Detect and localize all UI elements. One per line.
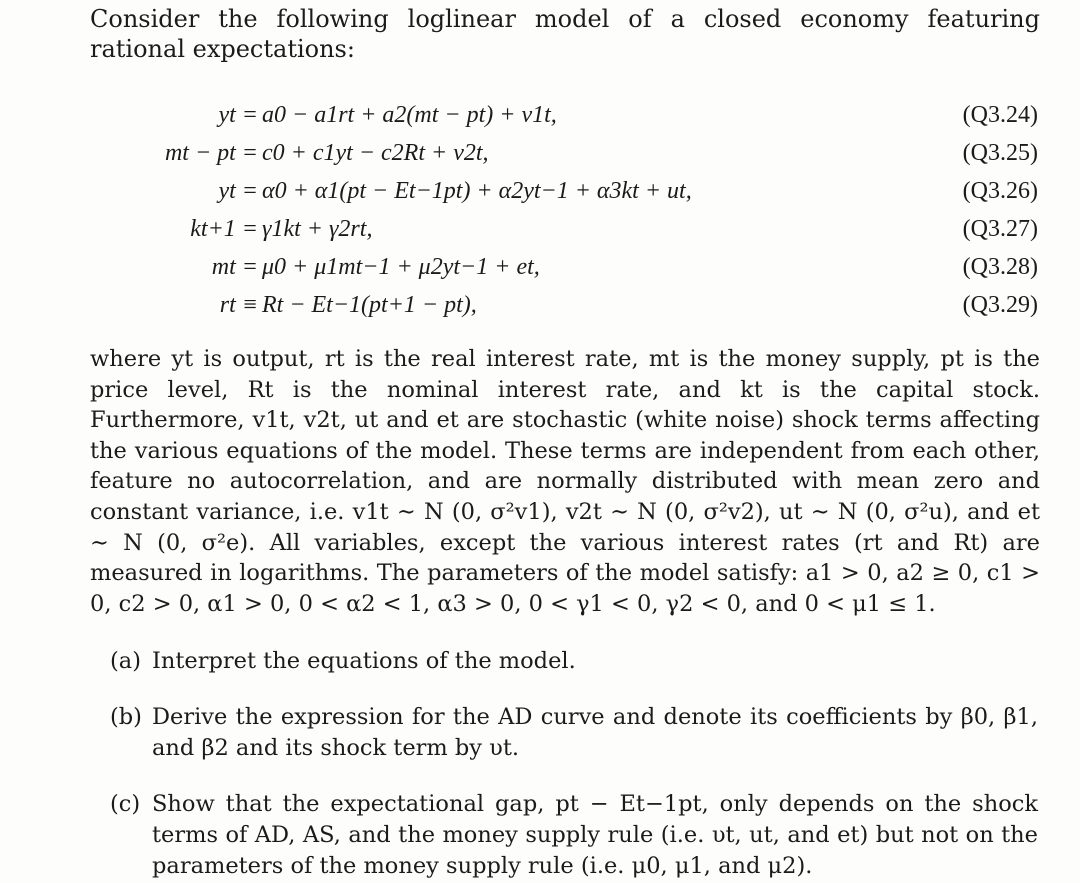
equation-row: [0, 134, 1080, 172]
equation-lhs: kt+1 =: [190, 216, 258, 242]
question-c: [110, 789, 1070, 882]
equation-rhs: a0 − a1rt + a2(mt − pt) + v1t,: [262, 102, 557, 128]
question-label: (b): [110, 704, 142, 730]
equation-lhs: mt − pt =: [164, 140, 258, 166]
equation-rhs: c0 + c1yt − c2Rt + v2t,: [262, 140, 489, 166]
question-a: [110, 646, 1070, 677]
intro-text: Consider the following loglinear model of a closed economy featuring rational expectations:: [90, 5, 1040, 63]
question-text: Derive the expression for the AD curve and denote its coefficients by β0, β1, and β2 and its shock term by υt.: [152, 704, 1038, 761]
question-b: [110, 702, 1070, 764]
equation-number: (Q3.26): [962, 178, 1038, 204]
equation-rhs: γ1kt + γ2rt,: [262, 216, 373, 242]
equation-number: (Q3.27): [962, 216, 1038, 242]
equation-rhs: μ0 + μ1mt−1 + μ2yt−1 + et,: [262, 254, 540, 280]
equation-rhs: Rt − Et−1(pt+1 − pt),: [262, 292, 477, 318]
equation-lhs: yt =: [218, 178, 258, 204]
equation-number: (Q3.25): [962, 140, 1038, 166]
equation-rhs: α0 + α1(pt − Et−1pt) + α2yt−1 + α3kt + ut,: [262, 178, 692, 204]
definitions-paragraph: where yt is output, rt is the real interest rate, mt is the money supply, pt is the price level, Rt is the nominal interest rate, and kt is the capital stock. Furthermore, v1t, v2t, ut and et are stochastic (white noise) shock terms affecting the various equations of the model. These terms are independent from each other, feature no autocorrelation, and are normally distributed with mean zero and constant variance, i.e. v1t ∼ N (0, σ²v1), v2t ∼ N (0, σ²v2), ut ∼ N (0, σ²u), and et ∼ N (0, σ²e). All variables, except the various interest rates (rt and Rt) are measured in logarithms. The parameters of the model satisfy: a1 > 0, a2 ≥ 0, c1 > 0, c2 > 0, α1 > 0, 0 < α2 < 1, α3 > 0, 0 < γ1 < 0, γ2 < 0, and 0 < μ1 ≤ 1.: [90, 346, 1040, 617]
question-label: (a): [110, 648, 141, 674]
equation-number: (Q3.24): [962, 102, 1038, 128]
equation-row: [0, 210, 1080, 248]
equation-number: (Q3.29): [962, 292, 1038, 318]
equation-lhs: mt =: [211, 254, 258, 280]
equation-row: [0, 248, 1080, 286]
question-text: Show that the expectational gap, pt − Et−1pt, only depends on the shock terms of AD, AS, and the money supply rule (i.e. υt, ut, and et) but not on the parameters of the money supply rule (i.e. μ0, μ1, and μ2).: [152, 791, 1038, 879]
equation-row: [0, 286, 1080, 324]
equation-row: [0, 96, 1080, 134]
equation-row: [0, 172, 1080, 210]
equation-lhs: yt =: [218, 102, 258, 128]
question-label: (c): [110, 791, 141, 817]
equation-lhs: rt ≡: [219, 292, 258, 318]
equation-number: (Q3.28): [962, 254, 1038, 280]
equation-block: [0, 96, 1080, 324]
question-text: Interpret the equations of the model.: [152, 648, 576, 674]
